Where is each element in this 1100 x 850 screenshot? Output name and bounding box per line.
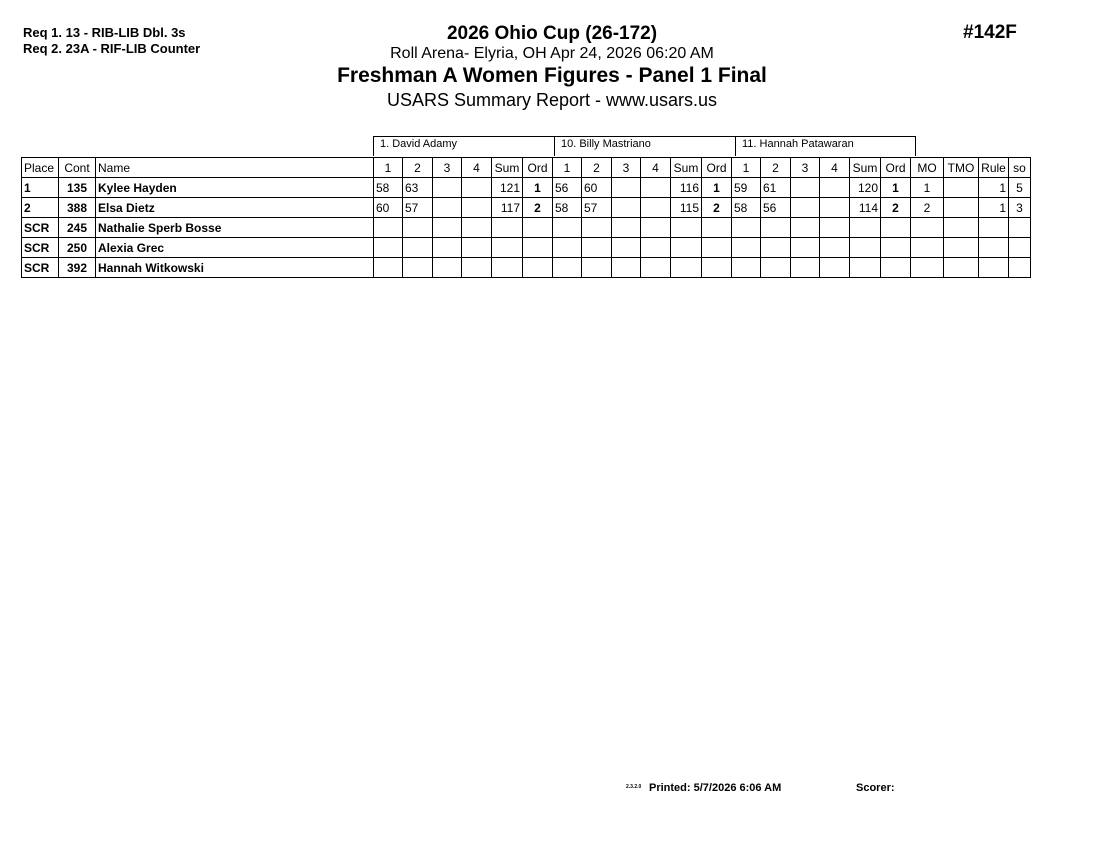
judge-1-sum: 121 [492,178,523,198]
judge-3-score-4 [820,198,850,218]
rule-cell [979,238,1009,258]
skater-name-cell: Alexia Grec [96,238,374,258]
place-cell: 1 [22,178,59,198]
judge-3-sum [850,238,881,258]
judge-2-score-3 [612,258,641,278]
judge-1-ordinal: 2 [523,198,553,218]
skater-name-cell: Elsa Dietz [96,198,374,218]
place-cell: SCR [22,238,59,258]
judge-3-score-4 [820,218,850,238]
judge-1-score-1: 60 [374,198,403,218]
judge-2-score-1 [553,218,582,238]
j1-col-1: 1 [374,158,403,178]
judge-3-ordinal: 2 [881,198,911,218]
judge-3-score-3 [791,218,820,238]
contestant-number-cell: 392 [59,258,96,278]
judge-1-sum [492,258,523,278]
contestant-number-cell: 245 [59,218,96,238]
judge-3-score-2 [761,258,791,278]
place-cell: SCR [22,258,59,278]
judge-1-score-3 [433,218,462,238]
judge-1-score-2: 63 [403,178,433,198]
col-header-name: Name [96,158,374,178]
mo-cell: 1 [911,178,944,198]
judge-1-score-1: 58 [374,178,403,198]
judge-3-score-3 [791,198,820,218]
judge-3-score-1 [732,218,761,238]
results-table [21,157,1031,278]
competition-title: 2026 Ohio Cup (26-172) [446,23,658,44]
judge-2-score-2: 57 [582,198,612,218]
j1-col-3: 3 [433,158,462,178]
judge-1-score-3 [433,238,462,258]
so-cell [1009,258,1031,278]
rule-cell: 1 [979,178,1009,198]
table-row [22,178,1031,198]
tmo-cell [944,238,979,258]
table-row [22,258,1031,278]
judge-3-sum [850,258,881,278]
judge-1-score-4 [462,198,492,218]
contestant-number-cell: 250 [59,238,96,258]
j2-col-2: 2 [582,158,612,178]
judge-2-sum: 115 [671,198,702,218]
judge-2-ordinal [702,238,732,258]
judge-1-sum [492,218,523,238]
j3-col-2: 2 [761,158,791,178]
judge-2-score-4 [641,178,671,198]
judge-2-ordinal: 2 [702,198,732,218]
table-row [22,218,1031,238]
venue-date: Roll Arena- Elyria, OH Apr 24, 2026 06:20 AM [390,45,714,62]
judge-2-sum [671,238,702,258]
skater-name-cell: Kylee Hayden [96,178,374,198]
judge-1-sum: 117 [492,198,523,218]
judge-3-score-2 [761,238,791,258]
judge-3-score-1 [732,238,761,258]
judge-1-score-2 [403,258,433,278]
j3-col-sum: Sum [850,158,881,178]
j1-col-2: 2 [403,158,433,178]
judge-3-score-3 [791,258,820,278]
judge-3-sum [850,218,881,238]
so-cell: 5 [1009,178,1031,198]
judge-1-score-2 [403,218,433,238]
judge-1-score-3 [433,198,462,218]
mo-cell [911,238,944,258]
judge-1-score-2: 57 [403,198,433,218]
judge-2-label: 10. Billy Mastriano [554,136,736,156]
col-header-rule: Rule [979,158,1009,178]
judge-3-sum: 114 [850,198,881,218]
scorer-label: Scorer: [856,782,895,794]
table-row [22,198,1031,218]
j2-col-4: 4 [641,158,671,178]
rule-cell [979,218,1009,238]
judge-1-score-3 [433,258,462,278]
table-header-row [22,158,1031,178]
judge-3-score-2: 61 [761,178,791,198]
requirement-2: Req 2. 23A - RIF-LIB Counter [23,41,201,56]
mo-cell [911,258,944,278]
tmo-cell [944,198,979,218]
judge-3-sum: 120 [850,178,881,198]
judge-2-score-2 [582,258,612,278]
judge-2-score-1: 58 [553,198,582,218]
judge-1-ordinal [523,238,553,258]
judge-2-sum [671,258,702,278]
contestant-number-cell: 135 [59,178,96,198]
judge-1-score-2 [403,238,433,258]
event-number: #142F [963,22,1017,43]
judge-2-sum: 116 [671,178,702,198]
so-cell [1009,238,1031,258]
skater-name-cell: Hannah Witkowski [96,258,374,278]
j2-col-sum: Sum [671,158,702,178]
rule-cell: 1 [979,198,1009,218]
judge-3-score-3 [791,178,820,198]
judge-2-ordinal [702,218,732,238]
judge-1-sum [492,238,523,258]
judge-2-score-1 [553,238,582,258]
judge-1-score-1 [374,258,403,278]
judge-3-label: 11. Hannah Patawaran [735,136,916,156]
judge-1-ordinal: 1 [523,178,553,198]
judge-3-score-3 [791,238,820,258]
judge-2-score-4 [641,258,671,278]
col-header-place: Place [22,158,59,178]
judge-3-score-1: 59 [732,178,761,198]
j1-col-ord: Ord [523,158,553,178]
so-cell [1009,218,1031,238]
place-cell: SCR [22,218,59,238]
mo-cell: 2 [911,198,944,218]
judge-3-score-2: 56 [761,198,791,218]
judge-1-score-3 [433,178,462,198]
printed-timestamp: Printed: 5/7/2026 6:06 AM [649,782,782,794]
judge-2-score-4 [641,238,671,258]
judge-2-score-4 [641,218,671,238]
requirement-1: Req 1. 13 - RIB-LIB Dbl. 3s [23,25,186,40]
judge-3-score-2 [761,218,791,238]
judge-1-score-4 [462,258,492,278]
version-stamp: 2.3.2.0 [626,784,642,790]
judge-1-ordinal [523,218,553,238]
results-body [22,178,1031,278]
judge-1-score-4 [462,238,492,258]
col-header-cont: Cont [59,158,96,178]
judge-3-ordinal [881,218,911,238]
judge-3-score-1: 58 [732,198,761,218]
j2-col-ord: Ord [702,158,732,178]
tmo-cell [944,218,979,238]
judge-2-score-4 [641,198,671,218]
judge-2-score-2 [582,238,612,258]
j2-col-3: 3 [612,158,641,178]
judge-2-ordinal [702,258,732,278]
col-header-so: so [1009,158,1031,178]
judge-1-ordinal [523,258,553,278]
class-title: Freshman A Women Figures - Panel 1 Final [337,64,767,87]
judge-3-score-4 [820,258,850,278]
judge-3-score-1 [732,258,761,278]
so-cell: 3 [1009,198,1031,218]
judge-2-score-1: 56 [553,178,582,198]
j2-col-1: 1 [553,158,582,178]
report-subtitle: USARS Summary Report - www.usars.us [386,90,718,110]
judge-2-sum [671,218,702,238]
j1-col-sum: Sum [492,158,523,178]
judge-2-score-3 [612,218,641,238]
j3-col-ord: Ord [881,158,911,178]
judge-3-ordinal: 1 [881,178,911,198]
judge-2-score-2 [582,218,612,238]
col-header-tmo: TMO [944,158,979,178]
judge-1-score-1 [374,238,403,258]
contestant-number-cell: 388 [59,198,96,218]
judge-1-score-4 [462,218,492,238]
judge-3-ordinal [881,238,911,258]
place-cell: 2 [22,198,59,218]
mo-cell [911,218,944,238]
tmo-cell [944,258,979,278]
skater-name-cell: Nathalie Sperb Bosse [96,218,374,238]
judge-2-ordinal: 1 [702,178,732,198]
judge-2-score-2: 60 [582,178,612,198]
judge-1-score-1 [374,218,403,238]
judge-2-score-3 [612,198,641,218]
rule-cell [979,258,1009,278]
j1-col-4: 4 [462,158,492,178]
judge-2-score-3 [612,178,641,198]
judge-2-score-1 [553,258,582,278]
judge-3-score-4 [820,238,850,258]
judge-2-score-3 [612,238,641,258]
judge-3-score-4 [820,178,850,198]
j3-col-1: 1 [732,158,761,178]
table-row [22,238,1031,258]
judge-1-label: 1. David Adamy [373,136,555,156]
col-header-mo: MO [911,158,944,178]
j3-col-3: 3 [791,158,820,178]
tmo-cell [944,178,979,198]
j3-col-4: 4 [820,158,850,178]
judge-1-score-4 [462,178,492,198]
judge-3-ordinal [881,258,911,278]
